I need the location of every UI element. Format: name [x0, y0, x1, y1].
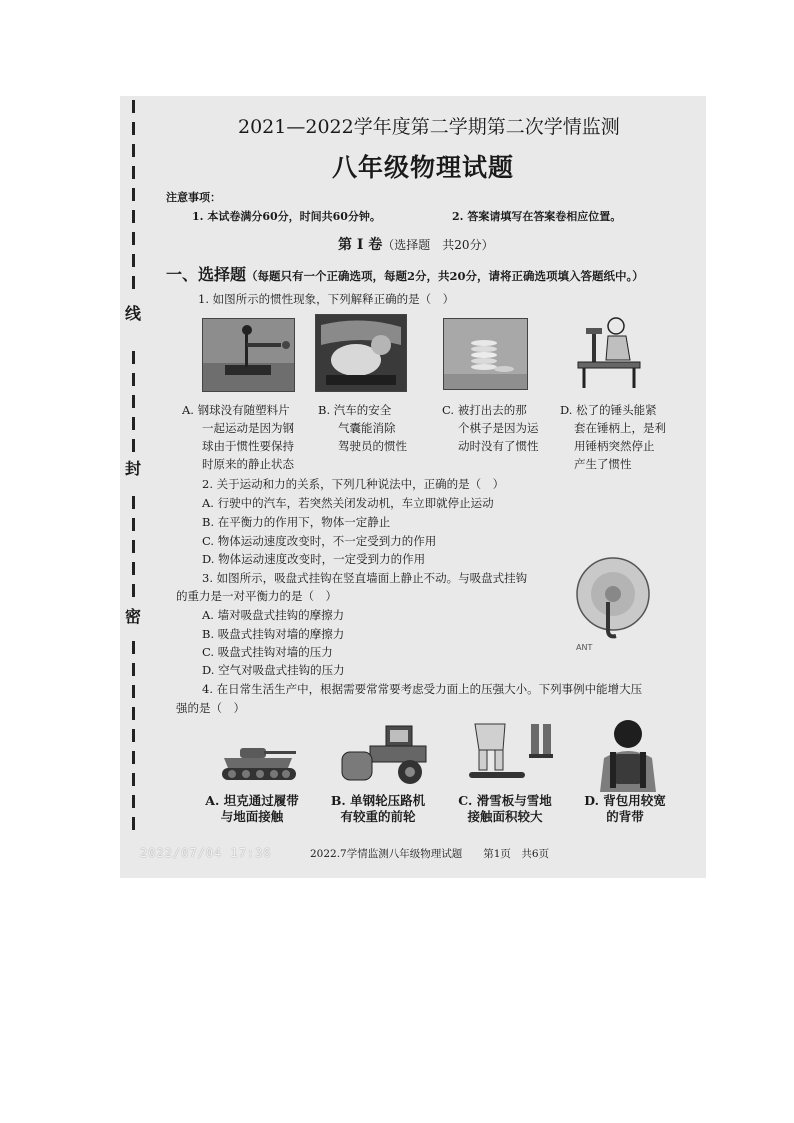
q4-stem-line2: 强的是（ ）: [176, 701, 245, 715]
notes-item-2: 2. 答案请填写在答案卷相应位置。: [452, 210, 622, 223]
q1-option-b: [318, 401, 428, 455]
q4-option-b: [328, 793, 428, 825]
hammer-man-illustration: [570, 310, 644, 392]
section-instruction: （每题只有一个正确选项，每题2分，共20分，请将正确选项填入答题纸中。）: [246, 269, 644, 283]
q4-option-a: [202, 793, 302, 825]
q2-option-a: A. 行驶中的汽车，若突然关闭发动机，车立即就停止运动: [202, 496, 494, 510]
q4-option-d: [580, 793, 670, 825]
backpack-illustration: [590, 718, 666, 792]
section-heading: [166, 262, 644, 285]
q4-b-line2: 有较重的前轮: [340, 809, 416, 824]
exam-page: [120, 96, 706, 878]
q1-option-d: [560, 401, 700, 473]
notes-label: 注意事项：: [166, 191, 221, 204]
q1-a-line4: 时原来的静止状态: [202, 457, 294, 471]
q4-d-line1: D. 背包用较宽: [584, 793, 666, 808]
q4-c-line1: C. 滑雪板与雪地: [458, 793, 552, 808]
q3-option-a: A. 墙对吸盘式挂钩的摩擦力: [202, 608, 345, 622]
q4-b-line1: B. 单钢轮压路机: [330, 793, 426, 808]
q3-option-c: C. 吸盘式挂钩对墙的压力: [202, 645, 333, 659]
q4-d-line2: 的背带: [606, 809, 644, 824]
margin-char-xian: 线: [122, 301, 144, 324]
q1-a-line3: 球由于惯性要保持: [202, 439, 294, 453]
q1-b-line3: 驾驶员的惯性: [338, 439, 407, 453]
road-roller-illustration: [340, 722, 430, 788]
q2-stem: 2. 关于运动和力的关系，下列几种说法中，正确的是（ ）: [202, 477, 505, 491]
q2-option-c: C. 物体运动速度改变时，不一定受到力的作用: [202, 534, 437, 548]
q1-option-c: [442, 401, 552, 455]
q4-c-line2: 接触面积较大: [467, 809, 543, 824]
page-footer: 2022.7学情监测八年级物理试题 第1页 共6页: [310, 848, 550, 860]
q1-a-line1: A. 钢球没有随塑料片: [182, 403, 290, 417]
part-sub: （选择题 共20分）: [382, 238, 494, 252]
q4-option-c: [455, 793, 555, 825]
q3-stem-line2: 的重力是一对平衡力的是（ ）: [176, 589, 337, 603]
q4-a-line2: 与地面接触: [220, 809, 284, 824]
margin-char-mi: 密: [122, 604, 144, 627]
q3-option-b: B. 吸盘式挂钩对墙的摩擦力: [202, 627, 345, 641]
chess-stack-photo: [443, 318, 528, 390]
q1-c-line1: C. 被打出去的那: [442, 403, 527, 417]
snowboard-illustration: [465, 720, 555, 790]
q4-a-line1: A. 坦克通过履带: [205, 793, 299, 808]
q1-c-line2: 个棋子是因为运: [458, 421, 539, 435]
q1-option-a: [182, 401, 302, 473]
q1-d-line4: 产生了惯性: [574, 457, 632, 471]
q3-stem-line1: 3. 如图所示，吸盘式挂钩在竖直墙面上静止不动。与吸盘式挂钩: [202, 571, 528, 585]
q4-stem-line1: 4. 在日常生活生产中，根据需要常常要考虑受力面上的压强大小。下列事例中能增大压: [202, 682, 643, 696]
part-heading: [338, 234, 494, 254]
suction-hook-photo: [572, 556, 654, 656]
q2-option-b: B. 在平衡力的作用下，物体一定静止: [202, 515, 391, 529]
q2-option-d: D. 物体运动速度改变时，一定受到力的作用: [202, 552, 426, 566]
q3-option-d: D. 空气对吸盘式挂钩的压力: [202, 663, 345, 677]
q1-d-line1: D. 松了的锤头能紧: [560, 403, 657, 417]
photo-timestamp: 2022/07/04 17:36: [140, 846, 272, 860]
ball-on-plate-photo: [202, 318, 295, 392]
q1-a-line2: 一起运动是因为钢: [202, 421, 294, 435]
binding-margin: [122, 96, 144, 878]
exam-title: 2021—2022学年度第二学期第二次学情监测: [238, 116, 620, 138]
margin-char-feng: 封: [122, 456, 144, 479]
svg-text:ANT: ANT: [576, 643, 593, 652]
q1-d-line3: 用锤柄突然停止: [574, 439, 655, 453]
exam-subtitle: 八年级物理试题: [332, 153, 515, 182]
q1-b-line1: B. 汽车的安全: [318, 403, 392, 417]
q1-stem: 1. 如图所示的惯性现象，下列解释正确的是（ ）: [198, 292, 455, 306]
section-title: 一、选择题: [166, 265, 247, 284]
airbag-photo: [315, 314, 407, 392]
part-title: 第 Ⅰ 卷: [338, 237, 383, 253]
q1-b-line2: 气囊能消除: [338, 421, 396, 435]
tank-illustration: [218, 736, 300, 788]
q1-d-line2: 套在锤柄上，是利: [574, 421, 666, 435]
notes-item-1: 1. 本试卷满分60分，时间共60分钟。: [192, 210, 381, 223]
q1-c-line3: 动时没有了惯性: [458, 439, 539, 453]
